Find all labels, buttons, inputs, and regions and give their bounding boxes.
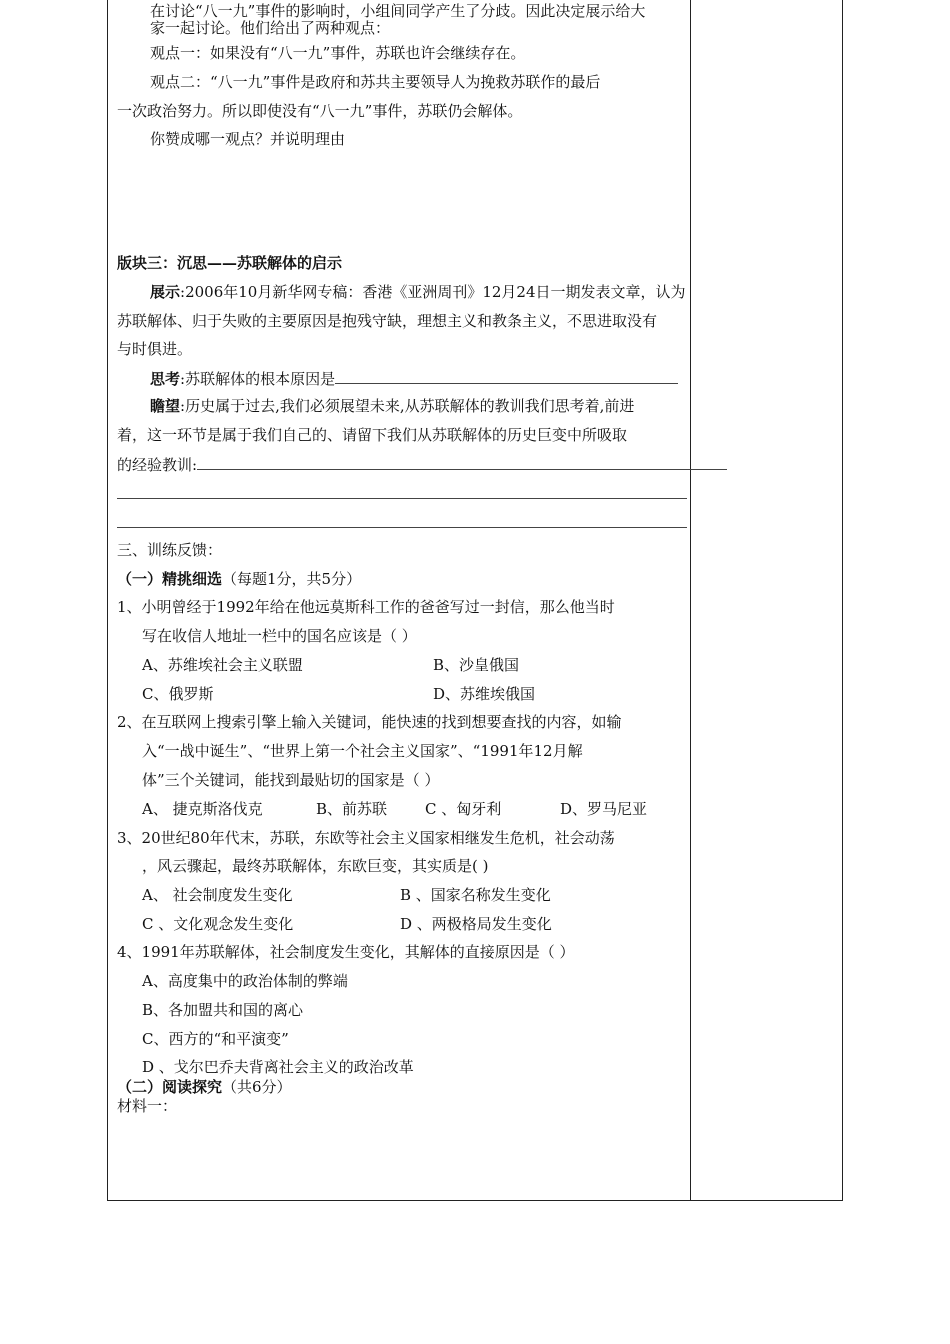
q3-option-b[interactable]: B 、国家名称发生变化 (400, 886, 551, 904)
q1-option-c[interactable]: C、俄罗斯 (142, 685, 214, 703)
show-line2: 苏联解体、归于失败的主要原因是抱残守缺，理想主义和教条主义，不思进取没有 (117, 312, 658, 330)
think-text: :苏联解体的根本原因是 (180, 370, 336, 388)
q4-option-a[interactable]: A、高度集中的政治体制的弊端 (142, 972, 348, 990)
q1-option-b[interactable]: B、沙皇俄国 (433, 656, 520, 674)
show-line3: 与时俱进。 (117, 340, 193, 358)
outlook-label: 瞻望 (150, 397, 181, 415)
q2-option-c[interactable]: C 、匈牙利 (425, 800, 502, 818)
q2-stem-line1: 2、在互联网上搜索引擎上输入关键词，能快速的找到想要查找的内容，如输 (117, 713, 622, 731)
q3-stem-line2: ，风云骤起，最终苏联解体，东欧巨变，其实质是( ) (142, 857, 489, 875)
answer-line-2[interactable] (117, 527, 687, 528)
q3-option-d[interactable]: D 、两极格局发生变化 (400, 915, 552, 933)
part1-heading (117, 570, 361, 588)
q1-option-a[interactable]: A、苏维埃社会主义联盟 (142, 656, 303, 674)
q4-option-b[interactable]: B、各加盟共和国的离心 (142, 1001, 304, 1019)
practice-heading: 三、训练反馈： (117, 541, 223, 559)
q3-option-a[interactable]: A、 社会制度发生变化 (142, 886, 293, 904)
q2-option-d[interactable]: D、罗马尼亚 (560, 800, 648, 818)
q1-option-d[interactable]: D、苏维埃俄国 (433, 685, 536, 703)
viewpoint-two-line1: 观点二：“八一九”事件是政府和苏共主要领导人为挽救苏联作的最后 (150, 73, 601, 91)
part2-heading (117, 1078, 292, 1096)
q2-option-a[interactable]: A、 捷克斯洛伐克 (142, 800, 263, 818)
material-one-label: 材料一： (117, 1097, 178, 1115)
viewpoint-one: 观点一：如果没有“八一九”事件，苏联也许会继续存在。 (150, 44, 526, 62)
outlook-text: :历史属于过去,我们必须展望未来,从苏联解体的教训我们思考着,前进 (180, 397, 635, 415)
section3-heading: 版块三：沉思——苏联解体的启示 (117, 254, 343, 272)
think-answer-blank[interactable] (335, 369, 678, 384)
part2-title: （二）阅读探究 (117, 1078, 223, 1096)
part1-scoring: （每题1分，共5分） (222, 570, 362, 588)
q2-stem-line2: 入“一战中诞生”、“世界上第一个社会主义国家”、“1991年12月解 (142, 742, 583, 760)
q2-stem-line3: 体”三个关键词，能找到最贴切的国家是（ ） (142, 771, 440, 789)
outlook-line1 (150, 397, 634, 415)
viewpoint-two-line2: 一次政治努力。所以即使没有“八一九”事件，苏联仍会解体。 (117, 102, 523, 120)
q3-option-c[interactable]: C 、文化观念发生变化 (142, 915, 294, 933)
show-label: 展示 (150, 283, 181, 301)
think-line (150, 369, 678, 388)
show-text: :2006年10月新华网专稿：香港《亚洲周刊》12月24日一期发表文章，认为 (180, 283, 686, 301)
show-line1 (150, 283, 686, 301)
answer-line-1[interactable] (117, 498, 687, 499)
think-label: 思考 (150, 370, 181, 388)
outlook-line3 (117, 455, 727, 474)
q4-stem: 4、1991年苏联解体，社会制度发生变化，其解体的直接原因是（ ） (117, 943, 575, 961)
q4-option-d[interactable]: D 、戈尔巴乔夫背离社会主义的政治改革 (142, 1058, 414, 1076)
part1-title: （一）精挑细选 (117, 570, 223, 588)
part2-scoring: （共6分） (222, 1078, 292, 1096)
discussion-intro-line2: 家一起讨论。他们给出了两种观点： (150, 19, 391, 37)
outlook-line2: 着，这一环节是属于我们自己的、请留下我们从苏联解体的历史巨变中所吸取 (117, 426, 628, 444)
q4-option-c[interactable]: C、西方的“和平演变” (142, 1030, 289, 1048)
q2-option-b[interactable]: B、前苏联 (316, 800, 388, 818)
column-divider (690, 0, 691, 1201)
discussion-intro-line1: 在讨论“八一九”事件的影响时，小组间同学产生了分歧。因此决定展示给大 (150, 2, 646, 20)
q1-stem-line2: 写在收信人地址一栏中的国名应该是（ ） (142, 627, 417, 645)
outlook-prompt: 的经验教训: (117, 456, 198, 474)
lesson-answer-blank[interactable] (197, 455, 727, 470)
discussion-question: 你赞成哪一观点？并说明理由 (150, 130, 346, 148)
q3-stem-line1: 3、20世纪80年代末，苏联，东欧等社会主义国家相继发生危机，社会动荡 (117, 829, 615, 847)
q1-stem-line1: 1、小明曾经于1992年给在他远莫斯科工作的爸爸写过一封信，那么他当时 (117, 598, 615, 616)
